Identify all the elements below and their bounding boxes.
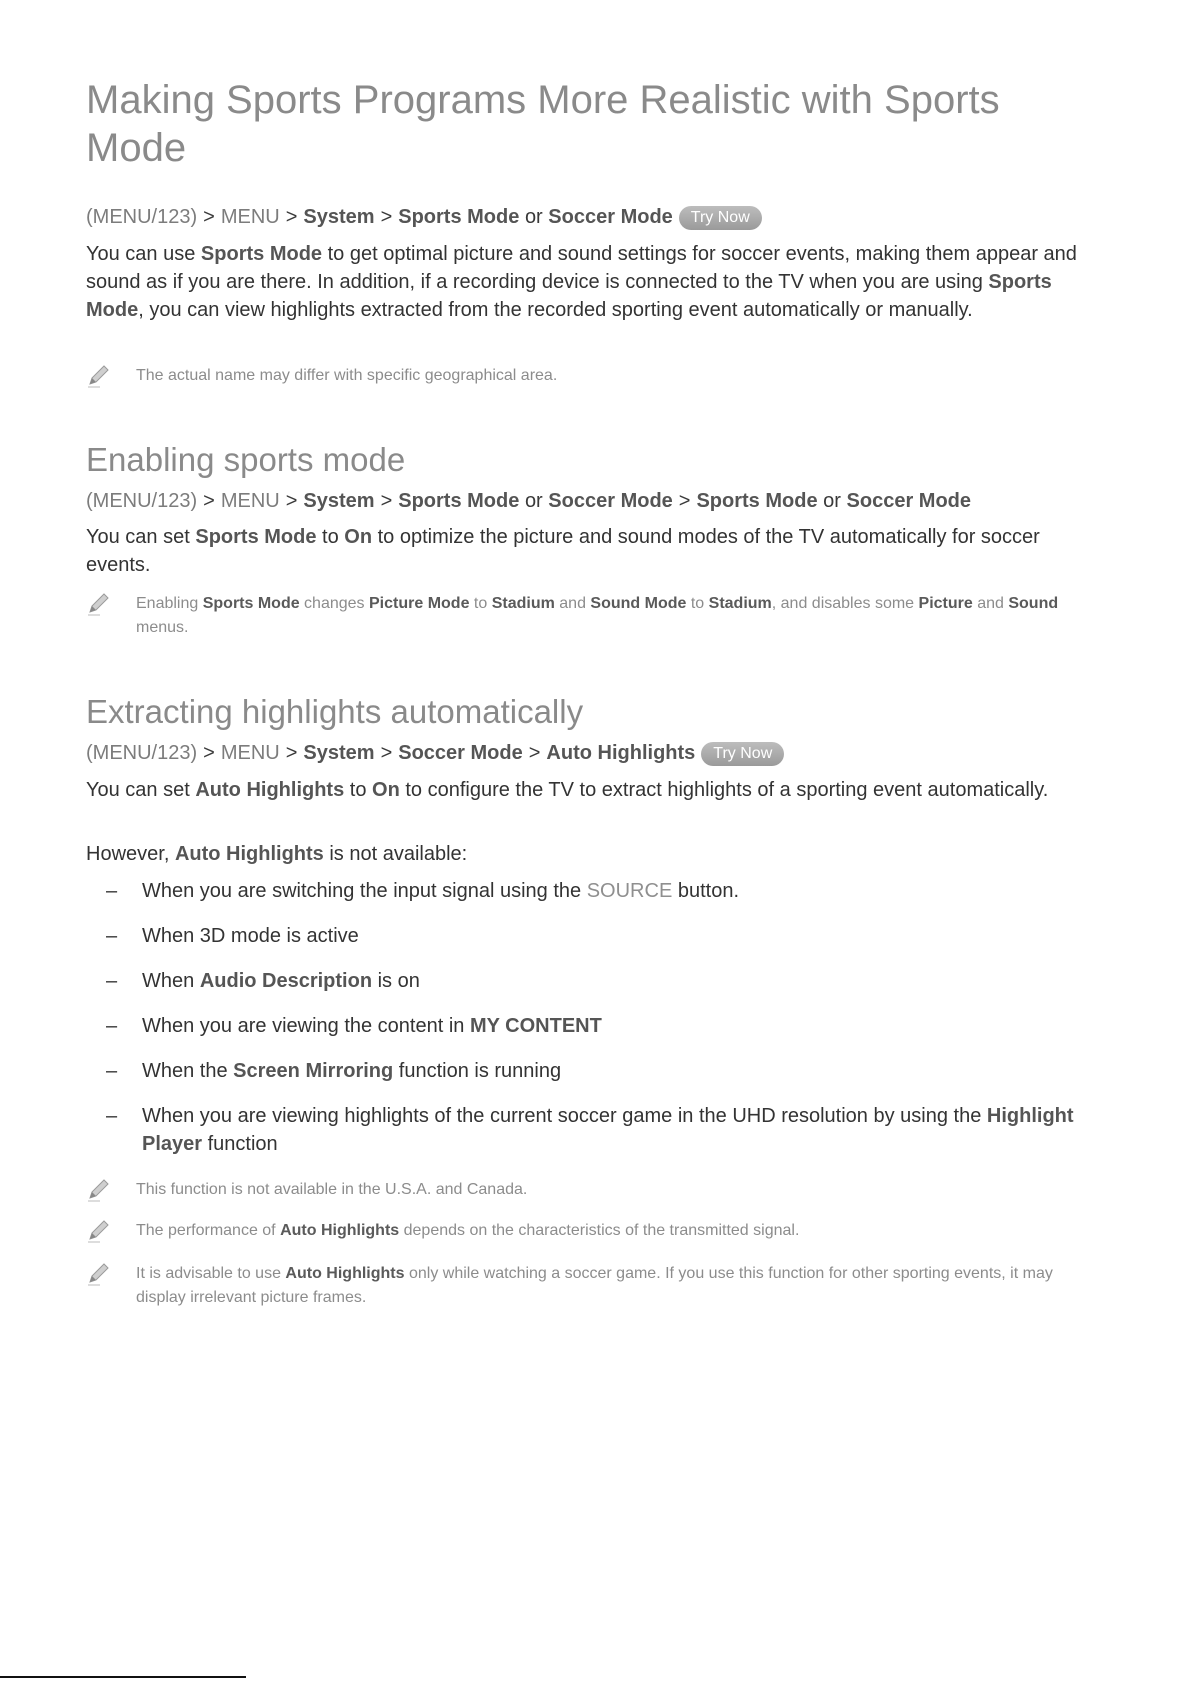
note-fragment: , and disables some (771, 595, 919, 612)
pencil-note-icon (86, 592, 114, 616)
path-or: or (823, 490, 841, 512)
intro-text: You can use (86, 243, 201, 265)
path-separator: > (380, 206, 393, 228)
keyword-stadium: Stadium (491, 595, 555, 612)
path-menu: MENU (220, 490, 280, 512)
menu-path-sports-mode (86, 203, 762, 231)
note-usa-canada (86, 1178, 1106, 1202)
heading-extracting-highlights: Extracting highlights automatically (86, 693, 584, 730)
note-text (136, 1262, 1106, 1310)
note-fragment: to (686, 595, 709, 612)
keyword-audio-description: Audio Description (199, 970, 373, 992)
path-separator: > (203, 206, 215, 228)
item-text: When you are viewing highlights of the current soccer game in the UHD resolution by using the (142, 1105, 987, 1127)
keyword-sports-mode: Sports Mode (195, 526, 317, 548)
note-geographical-area (86, 364, 1106, 388)
pencil-note-icon (86, 1219, 114, 1243)
keyword-auto-highlights: Auto Highlights (285, 1265, 405, 1282)
path-separator: > (380, 490, 393, 512)
path-or: or (524, 206, 543, 228)
heading-enabling-sports-mode: Enabling sports mode (86, 441, 406, 478)
path-separator: > (285, 490, 298, 512)
path-soccer-mode: Soccer Mode (398, 742, 523, 764)
footer-rule (0, 1676, 246, 1678)
item-text: button. (672, 880, 740, 902)
body-text: to configure the TV to extract highlights of a sporting event automatically. (399, 779, 1049, 801)
path-soccer-mode: Soccer Mode (548, 206, 673, 228)
keyword-sports-mode: Sports Mode (86, 271, 1052, 321)
body-text: You can set (86, 779, 196, 801)
note-fragment: to (469, 595, 492, 612)
path-or: or (524, 490, 543, 512)
extract-paragraph (86, 776, 1096, 804)
list-item (86, 877, 1096, 905)
body-text: However, (86, 843, 175, 865)
keyword-picture: Picture (918, 595, 973, 612)
keyword-sports-mode: Sports Mode (202, 595, 300, 612)
list-item (86, 1102, 1096, 1158)
note-text: This function is not available in the U.S.A. and Canada. (136, 1181, 528, 1198)
note-fragment: menus. (136, 619, 189, 636)
item-text: When you are switching the input signal using the (142, 880, 587, 902)
keyword-sound: Sound (1008, 595, 1059, 612)
dash-bullet: – (106, 925, 118, 947)
path-system: System (303, 206, 375, 228)
keyword-picture-mode: Picture Mode (369, 595, 470, 612)
note-fragment: It is advisable to use (136, 1265, 286, 1282)
however-paragraph (86, 840, 1096, 868)
path-system: System (303, 742, 375, 764)
path-sports-mode-option: Sports Mode (696, 490, 818, 512)
keyword-screen-mirroring: Screen Mirroring (233, 1060, 394, 1082)
try-now-button[interactable]: Try Now (701, 742, 784, 766)
path-soccer-mode-option: Soccer Mode (846, 490, 971, 512)
pencil-note-icon (86, 364, 114, 388)
path-soccer-mode: Soccer Mode (548, 490, 673, 512)
path-menu: MENU (220, 206, 280, 228)
keyword-sports-mode: Sports Mode (200, 243, 323, 265)
keyword-source: SOURCE (586, 880, 673, 902)
path-menu: MENU (220, 742, 280, 764)
note-text: The actual name may differ with specific geographical area. (136, 367, 558, 384)
note-fragment: changes (299, 595, 369, 612)
note-fragment: depends on the characteristics of the transmitted signal. (399, 1222, 800, 1239)
path-separator: > (678, 490, 691, 512)
note-fragment: Enabling (136, 595, 203, 612)
enable-paragraph (86, 523, 1096, 579)
dash-bullet: – (106, 880, 118, 902)
dash-bullet: – (106, 1060, 118, 1082)
keyword-on: On (372, 779, 400, 801)
item-text: is on (372, 970, 420, 992)
dash-bullet: – (106, 1015, 118, 1037)
note-performance (86, 1219, 1106, 1243)
item-text: function is running (393, 1060, 562, 1082)
keyword-auto-highlights: Auto Highlights (195, 779, 345, 801)
body-text: You can set (86, 526, 196, 548)
body-text: to (316, 526, 345, 548)
path-menu-123: (MENU/123) (86, 742, 198, 764)
page-title: Making Sports Programs More Realistic with Sports Mode (86, 78, 1000, 170)
path-menu-123: (MENU/123) (86, 490, 198, 512)
path-separator: > (528, 742, 541, 764)
keyword-auto-highlights: Auto Highlights (174, 843, 324, 865)
note-fragment: and (554, 595, 591, 612)
item-text: When (142, 970, 200, 992)
note-text (136, 592, 1106, 640)
note-fragment: only while watching a soccer game. If you use this function for other sporting events, it may display irrelevant picture frames. (136, 1265, 1053, 1306)
list-item (86, 1012, 1096, 1040)
note-enabling-sports-mode (86, 592, 1106, 640)
keyword-highlight-player: Highlight Player (142, 1105, 1074, 1155)
path-separator: > (380, 742, 393, 764)
unavailable-conditions-list (86, 877, 1096, 1158)
dash-bullet: – (106, 970, 118, 992)
keyword-my-content: MY CONTENT (469, 1015, 602, 1037)
pencil-note-icon (86, 1262, 114, 1286)
list-item (86, 922, 1096, 950)
pencil-note-icon (86, 1178, 114, 1202)
note-fragment: The performance of (136, 1222, 281, 1239)
item-text: When 3D mode is active (142, 925, 359, 947)
path-menu-123: (MENU/123) (86, 206, 198, 228)
path-sports-mode: Sports Mode (398, 206, 520, 228)
note-text (136, 1219, 1106, 1243)
body-text: to optimize the picture and sound modes of the TV automatically for soccer events. (86, 526, 1040, 576)
path-separator: > (285, 742, 298, 764)
note-fragment: and (972, 595, 1009, 612)
path-separator: > (285, 206, 298, 228)
intro-text: , you can view highlights extracted from the recorded sporting event automatically or manually. (138, 299, 973, 321)
body-text: is not available: (323, 843, 468, 865)
item-text: function (202, 1133, 278, 1155)
body-text: to (344, 779, 373, 801)
list-item (86, 967, 1096, 995)
path-separator: > (203, 490, 215, 512)
menu-path-enable (86, 487, 971, 515)
intro-text: to get optimal picture and sound settings for soccer events, making them appear and sound as if you are there. In addition, if a recording device is connected to the TV when you are using (86, 243, 1077, 293)
dash-bullet: – (106, 1105, 118, 1127)
path-system: System (303, 490, 375, 512)
path-sports-mode: Sports Mode (398, 490, 520, 512)
path-separator: > (203, 742, 215, 764)
list-item (86, 1057, 1096, 1085)
intro-paragraph (86, 240, 1096, 324)
menu-path-auto-highlights (86, 739, 784, 767)
item-text: When you are viewing the content in (142, 1015, 470, 1037)
keyword-auto-highlights: Auto Highlights (280, 1222, 400, 1239)
item-text: When the (142, 1060, 234, 1082)
try-now-button[interactable]: Try Now (679, 206, 762, 230)
keyword-stadium: Stadium (708, 595, 772, 612)
note-advisable (86, 1262, 1106, 1310)
path-auto-highlights: Auto Highlights (546, 742, 696, 764)
keyword-on: On (344, 526, 373, 548)
keyword-sound-mode: Sound Mode (590, 595, 687, 612)
